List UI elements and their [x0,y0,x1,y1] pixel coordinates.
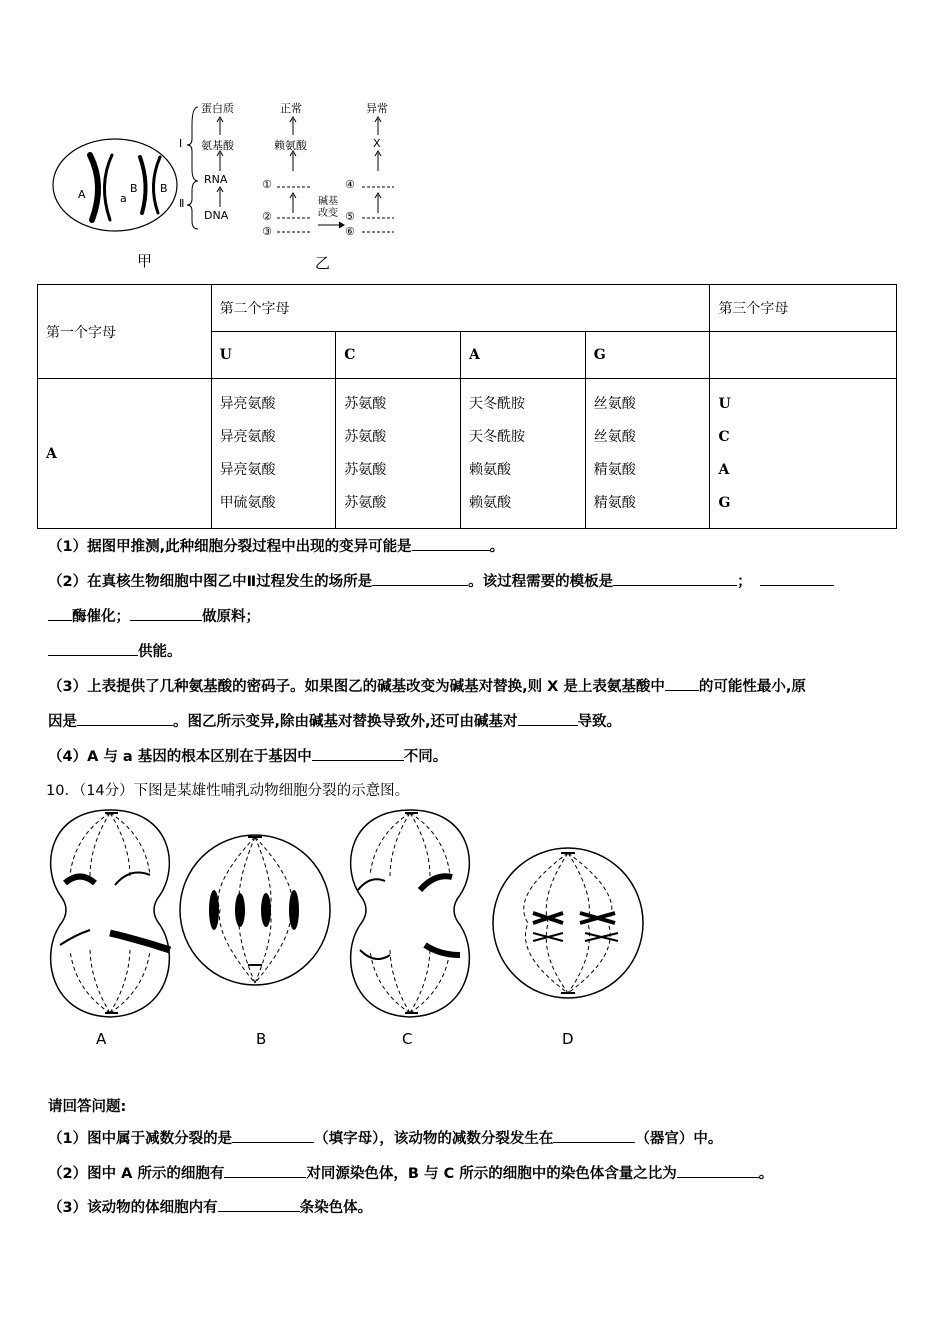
yi-x: X [373,137,381,150]
question-9-4: （4）A 与 a 基因的根本区别在于基因中 不同。 [48,745,447,766]
third-letter-column [710,379,897,529]
question-10-1: （1）图中属于减数分裂的是 （填字母），该动物的减数分裂发生在 （器官）中。 [48,1127,722,1148]
answer-blank[interactable] [224,1163,306,1178]
cell-label-B: B [256,1030,267,1048]
yi-normal: 正常 [280,102,302,115]
yi-amino-acid: 氨基酸 [201,139,234,152]
answer-blank[interactable] [553,1128,635,1143]
second-letter-C: C [336,332,461,379]
jia-label-a: a [120,192,127,205]
yi-abnormal: 异常 [366,102,388,115]
second-letter-U: U [211,332,336,379]
table-cell: 苏氨酸 [344,428,387,445]
yi-num-6: ⑥ [345,225,355,238]
yi-num-4: ④ [345,178,355,191]
jia-label-B1: B [130,182,138,195]
answer-blank[interactable] [665,676,699,691]
answer-blank[interactable] [218,1197,300,1212]
table-cell: A [718,461,730,478]
answer-blank[interactable] [677,1163,759,1178]
yi-arrow-label: 碱基改变 [318,196,338,219]
table-cell: 甲硫氨酸 [219,494,276,511]
answer-blank[interactable] [312,746,404,761]
question-9-2-line1: （2）在真核生物细胞中图乙中Ⅱ过程发生的场所是 。该过程需要的模板是 ； [48,570,834,591]
table-cell: 精氨酸 [593,461,636,478]
column-U [211,379,336,529]
table-cell: 丝氨酸 [593,428,636,445]
question-9-3-line2: 因是 。图乙所示变异,除由碱基对替换导致外,还可由碱基对 导致。 [48,710,621,731]
second-letter-G: G [585,332,710,379]
answer-blank[interactable] [372,571,468,586]
answer-blank[interactable] [412,536,490,551]
table-cell: 苏氨酸 [344,494,387,511]
figure-yi-diagram [180,95,400,245]
table-cell: U [718,395,731,412]
column-C [336,379,461,529]
column-A [461,379,586,529]
cell-label-A: A [96,1030,107,1048]
table-cell: 异亮氨酸 [219,461,276,478]
yi-dna: DNA [204,209,229,222]
jia-label-B2: B [160,182,168,195]
question-9-3-line1: （3）上表提供了几种氨基酸的密码子。如果图乙的碱基改变为碱基对替换,则 X 是上表氨基酸中 的可能性最小,原 [48,675,806,696]
yi-process-1: Ⅰ [179,137,183,150]
question-10-3: （3）该动物的体细胞内有 条染色体。 [48,1196,372,1217]
table-cell: 天冬酰胺 [469,395,525,412]
answer-blank[interactable] [48,641,138,656]
answer-blank[interactable] [77,711,173,726]
question-9-1: （1）据图甲推测,此种细胞分裂过程中出现的变异可能是 。 [48,535,504,556]
cell-division-figure [40,805,650,1030]
question-10-2: （2）图中 A 所示的细胞有 对同源染色体，B 与 C 所示的细胞中的染色体含量之比为 。 [48,1162,773,1183]
cell-label-D: D [562,1030,574,1048]
third-letter-empty [710,332,897,379]
table-cell: 丝氨酸 [593,395,636,412]
table-cell: 赖氨酸 [469,461,511,478]
header-first-letter: 第一个字母 [38,285,212,379]
caption-yi: 乙 [315,254,331,272]
answer-blank[interactable] [48,606,72,621]
second-letter-A: A [461,332,586,379]
table-cell: 异亮氨酸 [219,428,276,445]
question-9-2-line3: 供能。 [48,640,182,661]
answer-blank[interactable] [232,1128,314,1143]
jia-label-A: A [78,188,86,201]
yi-num-5: ⑤ [345,210,355,223]
answer-blank[interactable] [613,571,737,586]
table-cell: 精氨酸 [593,494,636,511]
yi-num-2: ② [262,210,272,223]
yi-num-3: ③ [262,225,272,238]
table-cell: 赖氨酸 [469,494,511,511]
answer-blank[interactable] [760,571,834,586]
cell-label-C: C [402,1030,413,1048]
yi-lysine: 赖氨酸 [274,139,307,152]
table-cell: 苏氨酸 [344,461,387,478]
table-cell: 苏氨酸 [344,395,387,412]
codon-table [37,284,897,529]
yi-process-2: Ⅱ [179,197,185,210]
table-cell: C [718,428,730,445]
first-letter-A: A [38,379,212,529]
yi-protein: 蛋白质 [201,102,234,115]
table-cell: 天冬酰胺 [469,428,525,445]
header-third-letter: 第三个字母 [710,285,897,332]
table-cell: 异亮氨酸 [219,395,276,412]
yi-rna: RNA [204,173,228,186]
question-9-2-line2: 酶催化； 做原料； [48,605,260,626]
problem-10-heading: 10．（14分）下图是某雄性哺乳动物细胞分裂的示意图。 [46,783,410,799]
header-second-letter: 第二个字母 [211,285,710,332]
caption-jia: 甲 [137,252,153,270]
column-G [585,379,710,529]
table-cell: G [718,494,731,511]
problem-10-prompt: 请回答问题: [48,1099,127,1115]
answer-blank[interactable] [518,711,578,726]
yi-num-1: ① [262,178,272,191]
answer-blank[interactable] [130,606,202,621]
